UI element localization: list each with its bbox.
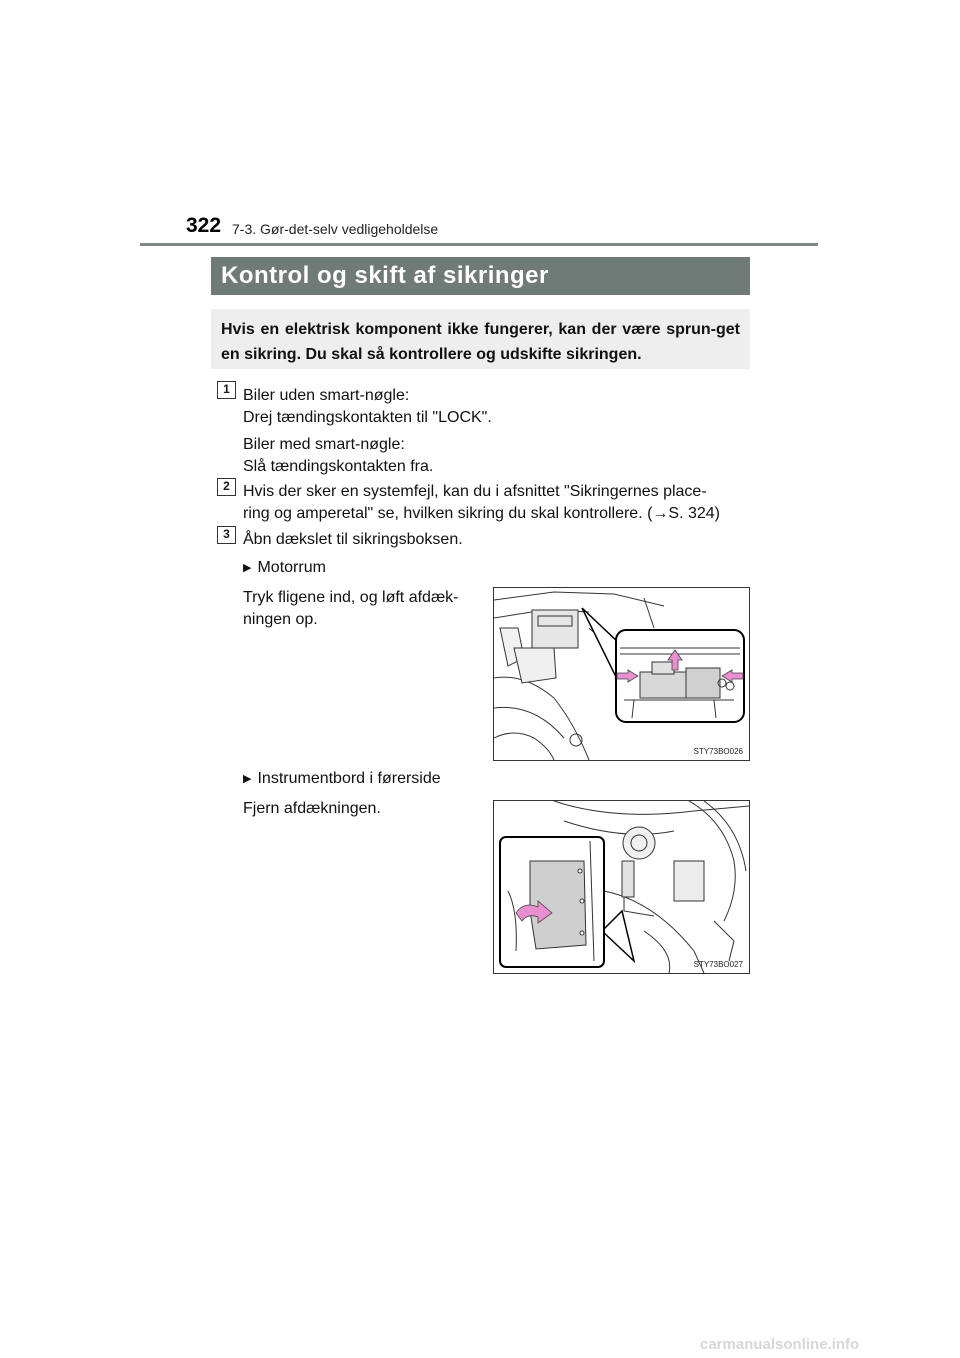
engine-figure-code: STY73BO026 bbox=[693, 747, 743, 756]
engine-text-line-2: ningen op. bbox=[243, 611, 318, 628]
step-3-line-1: Åbn dækslet til sikringsboksen. bbox=[243, 531, 463, 548]
dash-figure bbox=[493, 800, 750, 974]
engine-bullet bbox=[243, 556, 326, 580]
engine-text-line-1: Tryk fligene ind, og løft afdæk- bbox=[243, 589, 459, 606]
engine-figure bbox=[493, 587, 750, 761]
header-rule bbox=[140, 243, 818, 246]
step-number-3: 3 bbox=[217, 526, 236, 544]
dash-bullet bbox=[243, 767, 441, 791]
step-1-line-3: Biler med smart-nøgle: bbox=[243, 436, 405, 453]
dash-figure-code: STY73BO027 bbox=[693, 960, 743, 969]
triangle-bullet-icon: ▶ bbox=[243, 773, 252, 785]
step-number-1: 1 bbox=[217, 381, 236, 399]
watermark: carmanualsonline.info bbox=[700, 1336, 860, 1353]
dashboard-illustration bbox=[494, 801, 749, 973]
dash-text: Fjern afdækningen. bbox=[243, 800, 381, 817]
page-number: 322 bbox=[186, 214, 222, 237]
step-2-line-2: ring og amperetal" se, hvilken sikring du skal kontrollere. (→S. 324) bbox=[243, 505, 721, 522]
step-1-line-1: Biler uden smart-nøgle: bbox=[243, 387, 410, 404]
triangle-bullet-icon: ▶ bbox=[243, 562, 252, 574]
step-2-line-1: Hvis der sker en systemfejl, kan du i afsnittet "Sikringernes place- bbox=[243, 483, 707, 500]
page-title: Kontrol og skift af sikringer bbox=[211, 257, 750, 295]
intro-box: Hvis en elektrisk komponent ikke fungerer, kan der være sprun-get en sikring. Du skal så kontrollere og udskifte sikringen. bbox=[211, 309, 750, 369]
engine-label: Motorrum bbox=[257, 559, 326, 576]
step-number-2: 2 bbox=[217, 478, 236, 496]
section-header: 7-3. Gør-det-selv vedligeholdelse bbox=[232, 221, 439, 237]
dash-label: Instrumentbord i førerside bbox=[257, 770, 441, 787]
step-1-line-2: Drej tændingskontakten til "LOCK". bbox=[243, 409, 492, 426]
engine-illustration bbox=[494, 588, 749, 760]
step-1-line-4: Slå tændingskontakten fra. bbox=[243, 458, 434, 475]
